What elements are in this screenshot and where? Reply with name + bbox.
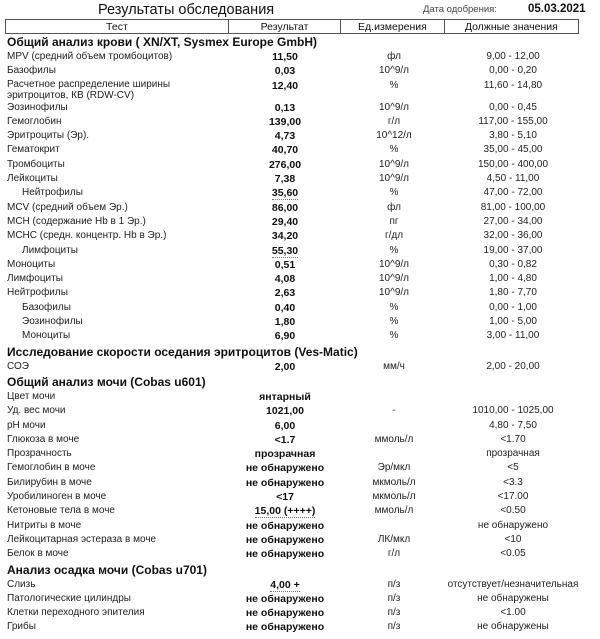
result-cell xyxy=(225,592,345,606)
table-row xyxy=(0,79,600,101)
result-value: 0,03 xyxy=(274,65,296,78)
reference-range: <1.00 xyxy=(500,607,526,619)
table-row xyxy=(0,404,600,418)
unit-value: 10^9/л xyxy=(379,173,409,185)
reference-range: <3.3 xyxy=(503,476,523,488)
unit-value: г/дл xyxy=(384,230,404,242)
reference-range: 47,00 - 72,00 xyxy=(483,187,543,199)
reference-range: <0.05 xyxy=(500,548,526,560)
test-name: Прозрачность xyxy=(7,448,72,460)
test-name: Базофилы xyxy=(22,301,71,313)
unit-value: 10^9/л xyxy=(379,65,409,77)
section-title: Исследование скорости оседания эритроцитов (Ves-Matic) xyxy=(7,344,358,359)
test-name: Гемоглобин xyxy=(7,115,62,127)
unit-value: 10^9/л xyxy=(379,273,409,285)
unit-value: мкмоль/л xyxy=(372,476,416,488)
unit-value xyxy=(345,519,443,533)
reference-range: 1,80 - 7,70 xyxy=(489,287,537,299)
result-cell xyxy=(225,229,345,243)
test-name: MCHC (средн. концентр. Hb в Эр.) xyxy=(7,230,167,242)
table-row xyxy=(0,315,600,329)
reference-range: 32,00 - 36,00 xyxy=(483,230,543,242)
result-cell xyxy=(225,360,345,374)
test-name: Глюкоза в моче xyxy=(7,433,80,445)
reference-range: 27,00 - 34,00 xyxy=(483,215,543,227)
test-name: Уробилиноген в моче xyxy=(7,491,107,503)
result-cell xyxy=(225,244,345,258)
table-row xyxy=(0,286,600,300)
reference-range: 2,00 - 20,00 xyxy=(486,360,540,372)
test-name: Эозинофилы xyxy=(7,101,68,113)
result-cell xyxy=(225,286,345,300)
result-value: 276,00 xyxy=(268,158,302,171)
result-cell xyxy=(225,79,345,101)
result-cell xyxy=(225,158,345,172)
table-row xyxy=(0,533,600,547)
test-name: Эритроциты (Эр). xyxy=(7,130,90,142)
test-name: Белок в моче xyxy=(7,548,69,560)
reference-range: отсутствует/незначительная xyxy=(447,578,579,590)
unit-value: п/з xyxy=(387,607,401,619)
column-header-unit: Ед.измерения xyxy=(341,20,444,33)
result-cell xyxy=(225,620,345,634)
result-value: 7,38 xyxy=(274,173,296,186)
table-row xyxy=(0,143,600,157)
result-cell xyxy=(225,50,345,64)
result-value: <1.7 xyxy=(274,433,296,446)
result-cell xyxy=(225,258,345,272)
result-value: не обнаружено xyxy=(245,592,325,605)
unit-value: п/з xyxy=(387,578,401,590)
table-row xyxy=(0,272,600,286)
test-name: Нитриты в моче xyxy=(7,519,82,531)
result-cell xyxy=(225,490,345,504)
reference-range: 4,80 - 7,50 xyxy=(489,419,537,431)
result-value: 4,08 xyxy=(274,273,296,286)
approval-date-value: 05.03.2021 xyxy=(528,3,586,15)
result-cell xyxy=(225,606,345,620)
table-row xyxy=(0,158,600,172)
reference-range: 1010,00 - 1025,00 xyxy=(472,405,554,417)
result-cell xyxy=(225,301,345,315)
result-value: не обнаружено xyxy=(245,548,325,561)
result-value: 86,00 xyxy=(271,201,299,214)
table-row xyxy=(0,433,600,447)
result-value: 29,40 xyxy=(271,215,299,228)
result-cell xyxy=(225,329,345,343)
result-value: прозрачная xyxy=(254,448,316,461)
result-value: 4,73 xyxy=(274,130,296,143)
reference-range: 19,00 - 37,00 xyxy=(483,244,543,256)
test-name: Лимфоциты xyxy=(22,244,78,256)
test-name: pH мочи xyxy=(7,419,46,431)
unit-value: 10^9/л xyxy=(379,258,409,270)
reference-range: 150,00 - 400,00 xyxy=(477,158,549,170)
result-value: 6,00 xyxy=(274,419,296,432)
reference-range: <1.70 xyxy=(500,433,526,445)
table-row xyxy=(0,186,600,200)
unit-value: 10^9/л xyxy=(379,158,409,170)
result-value: 0,40 xyxy=(274,301,296,314)
section-title: Общий анализ крови ( XN/XT, Sysmex Europe GmbH) xyxy=(7,35,317,49)
unit-value: мм/ч xyxy=(383,360,405,372)
test-name: Моноциты xyxy=(22,330,71,342)
reference-range: 35,00 - 45,00 xyxy=(483,144,543,156)
result-value: 4,00 + xyxy=(270,578,300,591)
section-title: Анализ осадка мочи (Cobas u701) xyxy=(7,562,207,577)
result-cell xyxy=(225,519,345,533)
column-header-result: Результат xyxy=(229,20,341,33)
result-cell xyxy=(225,504,345,518)
unit-value: г/л xyxy=(387,115,401,127)
result-cell xyxy=(225,578,345,592)
table-row xyxy=(0,578,600,592)
result-value: 12,40 xyxy=(271,79,299,92)
result-value: не обнаружено xyxy=(245,476,325,489)
reference-range: не обнаружены xyxy=(477,592,549,604)
unit-value: % xyxy=(389,79,399,91)
reference-range: 4,50 - 11,00 xyxy=(486,173,540,185)
unit-value: фл xyxy=(387,51,401,62)
result-value: не обнаружено xyxy=(245,621,325,634)
unit-value: % xyxy=(389,244,399,256)
section-title: Общий анализ мочи (Cobas u601) xyxy=(7,374,206,389)
table-row xyxy=(0,419,600,433)
table-header xyxy=(5,19,579,34)
result-cell xyxy=(225,101,345,115)
reference-range xyxy=(443,390,583,404)
reference-range: 1,00 - 4,80 xyxy=(489,273,537,285)
result-cell xyxy=(225,404,345,418)
reference-range: 117,00 - 155,00 xyxy=(478,115,548,127)
result-value: 34,20 xyxy=(271,230,299,243)
table-row xyxy=(0,172,600,186)
reference-range: не обнаружены xyxy=(477,621,549,633)
table-row xyxy=(0,504,600,518)
result-value: 0,13 xyxy=(274,101,296,114)
reference-range: 0,00 - 0,20 xyxy=(489,65,537,77)
unit-value: фл xyxy=(387,201,401,213)
column-header-reference: Должные значения xyxy=(464,20,558,33)
unit-value: 10^9/л xyxy=(379,287,409,299)
test-name: Расчетное распределение ширины эритроцитов, КВ (RDW-CV) xyxy=(7,78,171,101)
result-value: не обнаружено xyxy=(245,519,325,532)
test-name: Слизь xyxy=(7,578,36,590)
reference-range: 3,80 - 5,10 xyxy=(489,130,537,142)
reference-range: 1,00 - 5,00 xyxy=(489,316,537,328)
unit-value: п/з xyxy=(387,621,401,633)
result-value: 139,00 xyxy=(268,115,302,128)
reference-range: прозрачная xyxy=(486,448,540,460)
test-name: MCV (средний объем Эр.) xyxy=(7,201,128,213)
unit-value: 10^9/л xyxy=(379,101,409,113)
approval-date-label: Дата одобрения: xyxy=(423,4,497,15)
test-name: Моноциты xyxy=(7,258,56,270)
table-row xyxy=(0,620,600,634)
reference-range: 3,00 - 11,00 xyxy=(486,330,540,342)
table-row xyxy=(0,360,600,374)
test-name: Кетоновые тела в моче xyxy=(7,505,115,517)
result-value: 11,50 xyxy=(272,51,298,63)
result-value: 2,00 xyxy=(274,360,296,373)
result-value: 55,30 xyxy=(271,244,299,257)
result-cell xyxy=(225,315,345,329)
result-value: 1,80 xyxy=(274,316,296,329)
test-name: Лейкоцитарная эстераза в моче xyxy=(7,533,157,545)
result-cell xyxy=(225,390,345,404)
test-name: Лимфоциты xyxy=(7,273,63,285)
result-value: 1021,00 xyxy=(266,405,304,418)
test-name: MCH (содержание Hb в 1 Эр.) xyxy=(7,215,146,227)
table-row xyxy=(0,258,600,272)
result-value: не обнаружено xyxy=(245,533,325,546)
results-table xyxy=(0,34,600,635)
reference-range: <10 xyxy=(504,533,522,545)
result-cell xyxy=(225,447,345,461)
table-row xyxy=(0,64,600,78)
table-row xyxy=(0,461,600,475)
unit-value: % xyxy=(389,301,399,313)
unit-value: % xyxy=(389,144,399,156)
unit-value xyxy=(345,447,443,461)
result-cell xyxy=(225,476,345,490)
result-cell xyxy=(225,419,345,433)
reference-range: 81,00 - 100,00 xyxy=(480,201,546,213)
result-value: 0,51 xyxy=(274,258,296,271)
table-row xyxy=(0,390,600,404)
test-name: Базофилы xyxy=(7,65,56,77)
test-name: Клетки переходного эпителия xyxy=(7,607,145,619)
test-name: MPV (средний объем тромбоцитов) xyxy=(7,51,173,62)
unit-value: ЛК/мкл xyxy=(377,533,411,545)
unit-value: - xyxy=(392,405,396,417)
table-row xyxy=(0,329,600,343)
result-cell xyxy=(225,186,345,200)
result-value: 6,90 xyxy=(274,330,296,343)
table-row xyxy=(0,490,600,504)
test-name: Патологические цилиндры xyxy=(7,592,131,604)
test-name: Эозинофилы xyxy=(22,316,83,328)
reference-range: <0.50 xyxy=(500,505,526,517)
table-row xyxy=(0,101,600,115)
table-row xyxy=(0,201,600,215)
table-row xyxy=(0,115,600,129)
table-row xyxy=(0,229,600,243)
test-name: Цвет мочи xyxy=(7,390,56,402)
unit-value xyxy=(345,390,443,404)
unit-value: п/з xyxy=(387,592,401,604)
table-row xyxy=(0,592,600,606)
table-row xyxy=(0,447,600,461)
result-value: янтарный xyxy=(259,390,311,403)
unit-value: ммоль/л xyxy=(374,505,414,517)
test-name: Лейкоциты xyxy=(7,173,58,185)
unit-value: % xyxy=(389,187,399,199)
reference-range: 0,00 - 1,00 xyxy=(489,301,537,313)
test-name: Уд. вес мочи xyxy=(7,405,66,417)
test-name: СОЭ xyxy=(7,360,29,372)
reference-range: 0,00 - 0,45 xyxy=(489,101,537,113)
result-cell xyxy=(225,201,345,215)
result-cell xyxy=(225,215,345,229)
reference-range: <5 xyxy=(507,462,519,474)
table-row xyxy=(0,129,600,143)
unit-value: ммоль/л xyxy=(374,433,414,445)
result-cell xyxy=(225,64,345,78)
result-value: 15,00 (++++) xyxy=(254,505,316,518)
table-row xyxy=(0,606,600,620)
result-cell xyxy=(225,547,345,561)
result-cell xyxy=(225,533,345,547)
result-cell xyxy=(225,461,345,475)
table-row xyxy=(0,244,600,258)
report-title: Результаты обследования xyxy=(98,2,275,18)
table-row xyxy=(0,476,600,490)
test-name: Нейтрофилы xyxy=(7,287,68,299)
result-value: 35,60 xyxy=(271,187,299,200)
result-value: не обнаружено xyxy=(245,462,325,475)
result-cell xyxy=(225,433,345,447)
reference-range: 0,30 - 0,82 xyxy=(489,258,537,270)
table-row xyxy=(0,547,600,561)
test-name: Нейтрофилы xyxy=(22,187,83,199)
result-value: <17 xyxy=(276,491,294,504)
table-row xyxy=(0,301,600,315)
reference-range: не обнаружено xyxy=(477,519,549,531)
reference-range: 11,60 - 14,80 xyxy=(483,79,543,91)
reference-range: 9,00 - 12,00 xyxy=(486,51,540,62)
result-cell xyxy=(225,129,345,143)
column-header-test: Тест xyxy=(6,20,229,33)
result-cell xyxy=(225,272,345,286)
unit-value: г/л xyxy=(387,548,401,560)
result-value: 40,70 xyxy=(271,144,299,157)
result-value: 2,63 xyxy=(274,287,296,300)
result-cell xyxy=(225,143,345,157)
unit-value xyxy=(345,419,443,433)
unit-value: 10^12/л xyxy=(376,130,412,142)
test-name: Тромбоциты xyxy=(7,158,65,170)
unit-value: пг xyxy=(389,215,399,227)
test-name: Гематокрит xyxy=(7,144,60,156)
result-value: не обнаружено xyxy=(245,607,325,620)
unit-value: % xyxy=(389,316,399,328)
result-cell xyxy=(225,115,345,129)
unit-value: % xyxy=(389,330,399,342)
test-name: Билирубин в моче xyxy=(7,476,92,488)
result-cell xyxy=(225,172,345,186)
unit-value: мкмоль/л xyxy=(372,491,416,503)
table-row xyxy=(0,519,600,533)
test-name: Грибы xyxy=(7,621,36,633)
unit-value: Эр/мкл xyxy=(377,462,411,474)
table-row xyxy=(0,215,600,229)
test-name: Гемоглобин в моче xyxy=(7,462,96,474)
reference-range: <17.00 xyxy=(497,491,529,503)
table-row xyxy=(0,50,600,64)
